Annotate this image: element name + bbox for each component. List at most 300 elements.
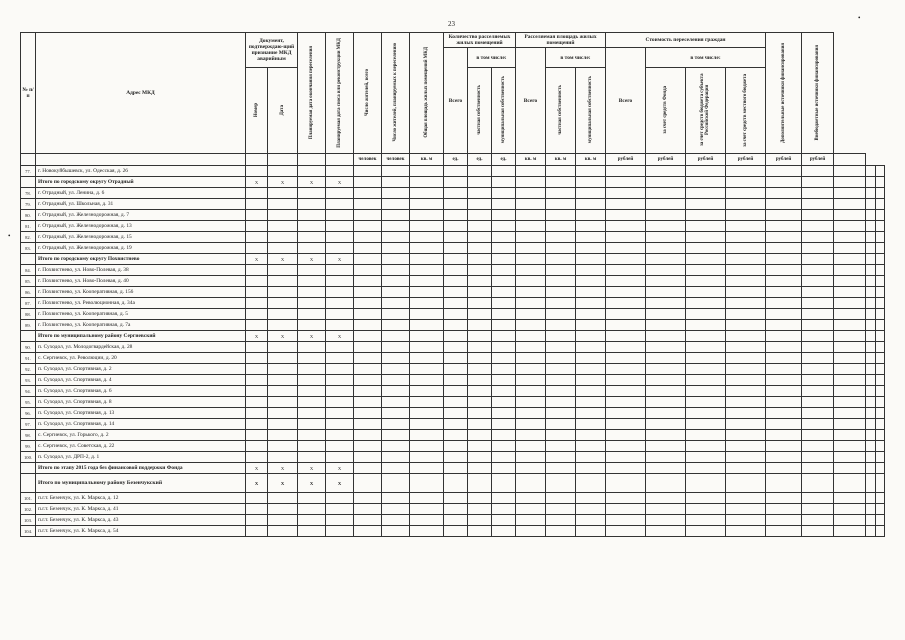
value-cell	[726, 504, 766, 515]
value-cell	[606, 188, 646, 199]
value-cell	[802, 188, 834, 199]
value-cell	[326, 526, 354, 537]
value-cell	[246, 221, 268, 232]
value-cell	[606, 265, 646, 276]
value-cell	[468, 221, 492, 232]
value-cell	[834, 276, 866, 287]
value-cell	[726, 265, 766, 276]
value-cell	[444, 515, 468, 526]
value-cell	[866, 298, 875, 309]
value-cell	[516, 331, 546, 342]
value-cell	[382, 232, 410, 243]
value-cell	[298, 504, 326, 515]
value-cell	[268, 408, 298, 419]
value-cell	[492, 199, 516, 210]
area-municipal-header: муниципальная собственность	[576, 68, 606, 154]
value-cell	[354, 515, 382, 526]
value-cell	[802, 243, 834, 254]
value-cell	[410, 232, 444, 243]
value-cell: X	[246, 463, 268, 474]
value-cell	[546, 419, 576, 430]
value-cell	[546, 243, 576, 254]
value-cell	[576, 419, 606, 430]
value-cell	[766, 188, 802, 199]
value-cell	[298, 452, 326, 463]
address-cell: г. Отрадный, ул. Железнодорожная, д. 15	[36, 232, 246, 243]
value-cell	[516, 452, 546, 463]
value-cell	[516, 210, 546, 221]
value-cell	[268, 199, 298, 210]
value-cell	[516, 177, 546, 188]
table-row	[21, 298, 885, 309]
table-row	[21, 320, 885, 331]
value-cell	[802, 265, 834, 276]
value-cell	[516, 386, 546, 397]
value-cell	[606, 386, 646, 397]
value-cell	[246, 452, 268, 463]
value-cell	[246, 441, 268, 452]
value-cell	[766, 452, 802, 463]
value-cell	[298, 364, 326, 375]
value-cell	[492, 243, 516, 254]
value-cell: X	[298, 474, 326, 493]
value-cell	[268, 493, 298, 504]
value-cell	[468, 331, 492, 342]
row-number: 93.	[21, 375, 36, 386]
value-cell	[468, 177, 492, 188]
address-cell: г. Похвистнево, ул. Ново-Полевая, д. 40	[36, 276, 246, 287]
value-cell	[246, 397, 268, 408]
value-cell	[382, 298, 410, 309]
row-number	[21, 254, 36, 265]
value-cell	[516, 221, 546, 232]
value-cell	[516, 342, 546, 353]
value-cell	[875, 276, 884, 287]
value-cell	[686, 287, 726, 298]
value-cell	[468, 298, 492, 309]
value-cell	[246, 276, 268, 287]
value-cell	[516, 397, 546, 408]
col-address-header: Адрес МКД	[36, 33, 246, 154]
value-cell	[354, 364, 382, 375]
row-number: 81.	[21, 221, 36, 232]
value-cell	[576, 232, 606, 243]
value-cell	[646, 331, 686, 342]
value-cell	[866, 364, 875, 375]
value-cell	[834, 232, 866, 243]
value-cell	[726, 526, 766, 537]
value-cell	[576, 430, 606, 441]
value-cell	[802, 474, 834, 493]
value-cell	[686, 364, 726, 375]
value-cell	[866, 430, 875, 441]
value-cell	[410, 254, 444, 265]
value-cell	[576, 408, 606, 419]
value-cell	[646, 166, 686, 177]
value-cell	[606, 408, 646, 419]
col-residents-planned-header: Число жителей, планируемых к переселению	[382, 33, 410, 154]
value-cell	[546, 177, 576, 188]
value-cell	[766, 375, 802, 386]
table-row	[21, 199, 885, 210]
value-cell	[468, 474, 492, 493]
table-row	[21, 526, 885, 537]
value-cell	[410, 493, 444, 504]
value-cell	[546, 287, 576, 298]
value-cell	[606, 287, 646, 298]
value-cell	[875, 177, 884, 188]
row-number: 92.	[21, 364, 36, 375]
value-cell	[246, 265, 268, 276]
value-cell	[646, 276, 686, 287]
value-cell	[410, 364, 444, 375]
value-cell	[268, 320, 298, 331]
value-cell	[268, 232, 298, 243]
resettlement-table-sheet	[20, 32, 885, 537]
value-cell	[686, 188, 726, 199]
value-cell	[298, 221, 326, 232]
value-cell	[492, 210, 516, 221]
value-cell	[576, 441, 606, 452]
value-cell	[802, 331, 834, 342]
value-cell	[726, 177, 766, 188]
table-row	[21, 419, 885, 430]
unit-cell: рублей	[802, 154, 834, 166]
value-cell	[875, 265, 884, 276]
value-cell	[546, 430, 576, 441]
value-cell	[726, 452, 766, 463]
value-cell	[326, 243, 354, 254]
value-cell: X	[246, 331, 268, 342]
value-cell	[354, 177, 382, 188]
left-margin-mark: •	[8, 232, 11, 240]
value-cell	[410, 504, 444, 515]
value-cell	[606, 452, 646, 463]
value-cell	[492, 254, 516, 265]
unit-cell: рублей	[606, 154, 646, 166]
value-cell	[246, 504, 268, 515]
value-cell	[866, 397, 875, 408]
value-cell	[492, 375, 516, 386]
value-cell	[834, 298, 866, 309]
col-residents-total-header: Число жителей, всего	[354, 33, 382, 154]
value-cell	[606, 298, 646, 309]
value-cell	[802, 493, 834, 504]
value-cell	[802, 504, 834, 515]
value-cell	[444, 243, 468, 254]
address-cell: п.г.т. Безенчук, ул. К. Маркса, д. 12	[36, 493, 246, 504]
row-number: 85.	[21, 276, 36, 287]
group-cost-header: Стоимость переселения граждан	[606, 33, 766, 48]
value-cell	[606, 210, 646, 221]
value-cell	[726, 441, 766, 452]
value-cell	[326, 210, 354, 221]
address-cell: п.г.т. Безенчук, ул. К. Маркса, д. 41	[36, 504, 246, 515]
value-cell	[382, 276, 410, 287]
value-cell	[686, 320, 726, 331]
value-cell	[646, 430, 686, 441]
address-cell: г. Похвистнево, ул. Кооперативная, д. 5	[36, 309, 246, 320]
value-cell	[875, 408, 884, 419]
value-cell	[606, 254, 646, 265]
value-cell	[354, 463, 382, 474]
value-cell	[726, 364, 766, 375]
table-row	[21, 430, 885, 441]
value-cell	[802, 309, 834, 320]
value-cell	[802, 199, 834, 210]
subtotal-label: Итого по муниципальному району Сергиевский	[36, 331, 246, 342]
value-cell	[298, 298, 326, 309]
value-cell	[576, 199, 606, 210]
value-cell	[766, 397, 802, 408]
value-cell	[516, 254, 546, 265]
table-row	[21, 408, 885, 419]
value-cell	[410, 375, 444, 386]
value-cell	[686, 452, 726, 463]
address-cell: г. Отрадный, ул. Школьная, д. 31	[36, 199, 246, 210]
value-cell	[298, 353, 326, 364]
value-cell	[875, 504, 884, 515]
value-cell	[686, 221, 726, 232]
row-number: 88.	[21, 309, 36, 320]
value-cell	[492, 309, 516, 320]
unit-cell: кв. м	[516, 154, 546, 166]
value-cell	[410, 408, 444, 419]
value-cell	[268, 309, 298, 320]
value-cell	[444, 463, 468, 474]
value-cell	[802, 397, 834, 408]
address-cell: п. Суходол, ул. Спортивная, д. 13	[36, 408, 246, 419]
value-cell	[382, 386, 410, 397]
value-cell	[546, 493, 576, 504]
value-cell	[410, 276, 444, 287]
value-cell	[606, 493, 646, 504]
cost-local-budget-header: за счет средств местного бюджета	[726, 68, 766, 154]
value-cell	[686, 210, 726, 221]
value-cell	[382, 243, 410, 254]
value-cell	[576, 221, 606, 232]
value-cell	[268, 276, 298, 287]
value-cell	[686, 199, 726, 210]
value-cell	[726, 430, 766, 441]
value-cell	[516, 408, 546, 419]
value-cell	[686, 254, 726, 265]
value-cell	[866, 265, 875, 276]
value-cell	[606, 375, 646, 386]
header-row-1	[21, 33, 885, 48]
value-cell	[834, 342, 866, 353]
value-cell	[492, 232, 516, 243]
value-cell	[516, 430, 546, 441]
value-cell	[298, 493, 326, 504]
col-document-header: Документ, подтверждаю-щий признание МКД аварийным	[246, 33, 298, 68]
value-cell	[875, 331, 884, 342]
value-cell	[492, 364, 516, 375]
value-cell	[246, 309, 268, 320]
value-cell	[802, 526, 834, 537]
value-cell	[875, 397, 884, 408]
value-cell	[726, 166, 766, 177]
value-cell	[606, 243, 646, 254]
value-cell	[382, 452, 410, 463]
value-cell	[326, 188, 354, 199]
value-cell	[576, 320, 606, 331]
value-cell	[354, 232, 382, 243]
table-row	[21, 210, 885, 221]
value-cell	[875, 232, 884, 243]
value-cell	[468, 364, 492, 375]
value-cell	[492, 452, 516, 463]
value-cell	[576, 504, 606, 515]
value-cell	[410, 298, 444, 309]
value-cell	[410, 452, 444, 463]
value-cell	[382, 408, 410, 419]
value-cell	[875, 419, 884, 430]
value-cell	[546, 320, 576, 331]
value-cell	[298, 199, 326, 210]
value-cell	[444, 386, 468, 397]
value-cell	[546, 463, 576, 474]
unit-cell: кв. м	[546, 154, 576, 166]
unit-cell: человек	[382, 154, 410, 166]
value-cell	[686, 243, 726, 254]
value-cell	[326, 493, 354, 504]
value-cell	[834, 419, 866, 430]
value-cell	[546, 452, 576, 463]
value-cell	[492, 353, 516, 364]
value-cell	[576, 386, 606, 397]
row-number	[21, 331, 36, 342]
value-cell	[834, 254, 866, 265]
value-cell	[382, 364, 410, 375]
value-cell	[516, 309, 546, 320]
value-cell	[298, 309, 326, 320]
group-area-header: Расселяемая площадь жилых помещений	[516, 33, 606, 48]
value-cell	[866, 254, 875, 265]
value-cell	[766, 342, 802, 353]
value-cell	[468, 463, 492, 474]
row-number: 80.	[21, 210, 36, 221]
value-cell	[298, 243, 326, 254]
value-cell	[686, 342, 726, 353]
value-cell	[726, 298, 766, 309]
value-cell	[875, 452, 884, 463]
value-cell	[802, 342, 834, 353]
value-cell	[492, 515, 516, 526]
row-number: 97.	[21, 419, 36, 430]
value-cell	[726, 386, 766, 397]
value-cell	[576, 515, 606, 526]
value-cell	[546, 210, 576, 221]
value-cell	[576, 276, 606, 287]
value-cell	[382, 254, 410, 265]
value-cell	[246, 493, 268, 504]
value-cell	[646, 504, 686, 515]
value-cell	[298, 166, 326, 177]
value-cell	[326, 419, 354, 430]
unit-cell: человек	[354, 154, 382, 166]
subtotal-label: Итого по городскому округу Отрадный	[36, 177, 246, 188]
value-cell	[726, 199, 766, 210]
value-cell	[802, 408, 834, 419]
value-cell	[646, 287, 686, 298]
value-cell	[492, 188, 516, 199]
value-cell	[646, 386, 686, 397]
col-total-area-header: Общая площадь жилых помещений МКД	[410, 33, 444, 154]
value-cell	[866, 276, 875, 287]
value-cell	[766, 221, 802, 232]
table-row	[21, 441, 885, 452]
value-cell	[606, 515, 646, 526]
value-cell	[686, 265, 726, 276]
value-cell	[410, 353, 444, 364]
col-planned-completion-header: Планируемая дата окончания переселения	[298, 33, 326, 154]
subtotal-row	[21, 474, 885, 493]
value-cell	[268, 441, 298, 452]
value-cell	[444, 419, 468, 430]
value-cell	[576, 375, 606, 386]
value-cell	[576, 166, 606, 177]
cost-including-header: в том числе:	[646, 48, 766, 68]
unit-cell: рублей	[646, 154, 686, 166]
value-cell	[646, 515, 686, 526]
table-row	[21, 265, 885, 276]
value-cell	[834, 397, 866, 408]
value-cell	[444, 504, 468, 515]
value-cell	[444, 474, 468, 493]
value-cell	[516, 276, 546, 287]
value-cell	[298, 526, 326, 537]
value-cell	[802, 452, 834, 463]
value-cell	[576, 210, 606, 221]
value-cell	[444, 375, 468, 386]
address-cell: п. Суходол, ул. Спортивная, д. 6	[36, 386, 246, 397]
table-row	[21, 397, 885, 408]
value-cell	[298, 515, 326, 526]
value-cell	[298, 375, 326, 386]
address-cell: п. Суходол, ул. Спортивная, д. 14	[36, 419, 246, 430]
row-number	[21, 177, 36, 188]
value-cell	[468, 452, 492, 463]
table-row	[21, 166, 885, 177]
table-row	[21, 504, 885, 515]
value-cell	[468, 515, 492, 526]
resettlement-table	[20, 32, 885, 537]
value-cell	[444, 353, 468, 364]
value-cell	[268, 287, 298, 298]
value-cell	[576, 287, 606, 298]
table-row	[21, 188, 885, 199]
value-cell	[410, 199, 444, 210]
value-cell	[834, 441, 866, 452]
value-cell	[546, 276, 576, 287]
value-cell	[646, 342, 686, 353]
value-cell	[866, 386, 875, 397]
value-cell	[382, 342, 410, 353]
value-cell	[354, 397, 382, 408]
value-cell	[326, 375, 354, 386]
value-cell	[646, 397, 686, 408]
address-cell: г. Отрадный, ул. Железнодорожная, д. 13	[36, 221, 246, 232]
value-cell	[576, 452, 606, 463]
value-cell	[326, 397, 354, 408]
value-cell	[492, 504, 516, 515]
row-number: 103.	[21, 515, 36, 526]
value-cell	[268, 243, 298, 254]
value-cell	[326, 430, 354, 441]
value-cell	[646, 254, 686, 265]
value-cell	[326, 309, 354, 320]
